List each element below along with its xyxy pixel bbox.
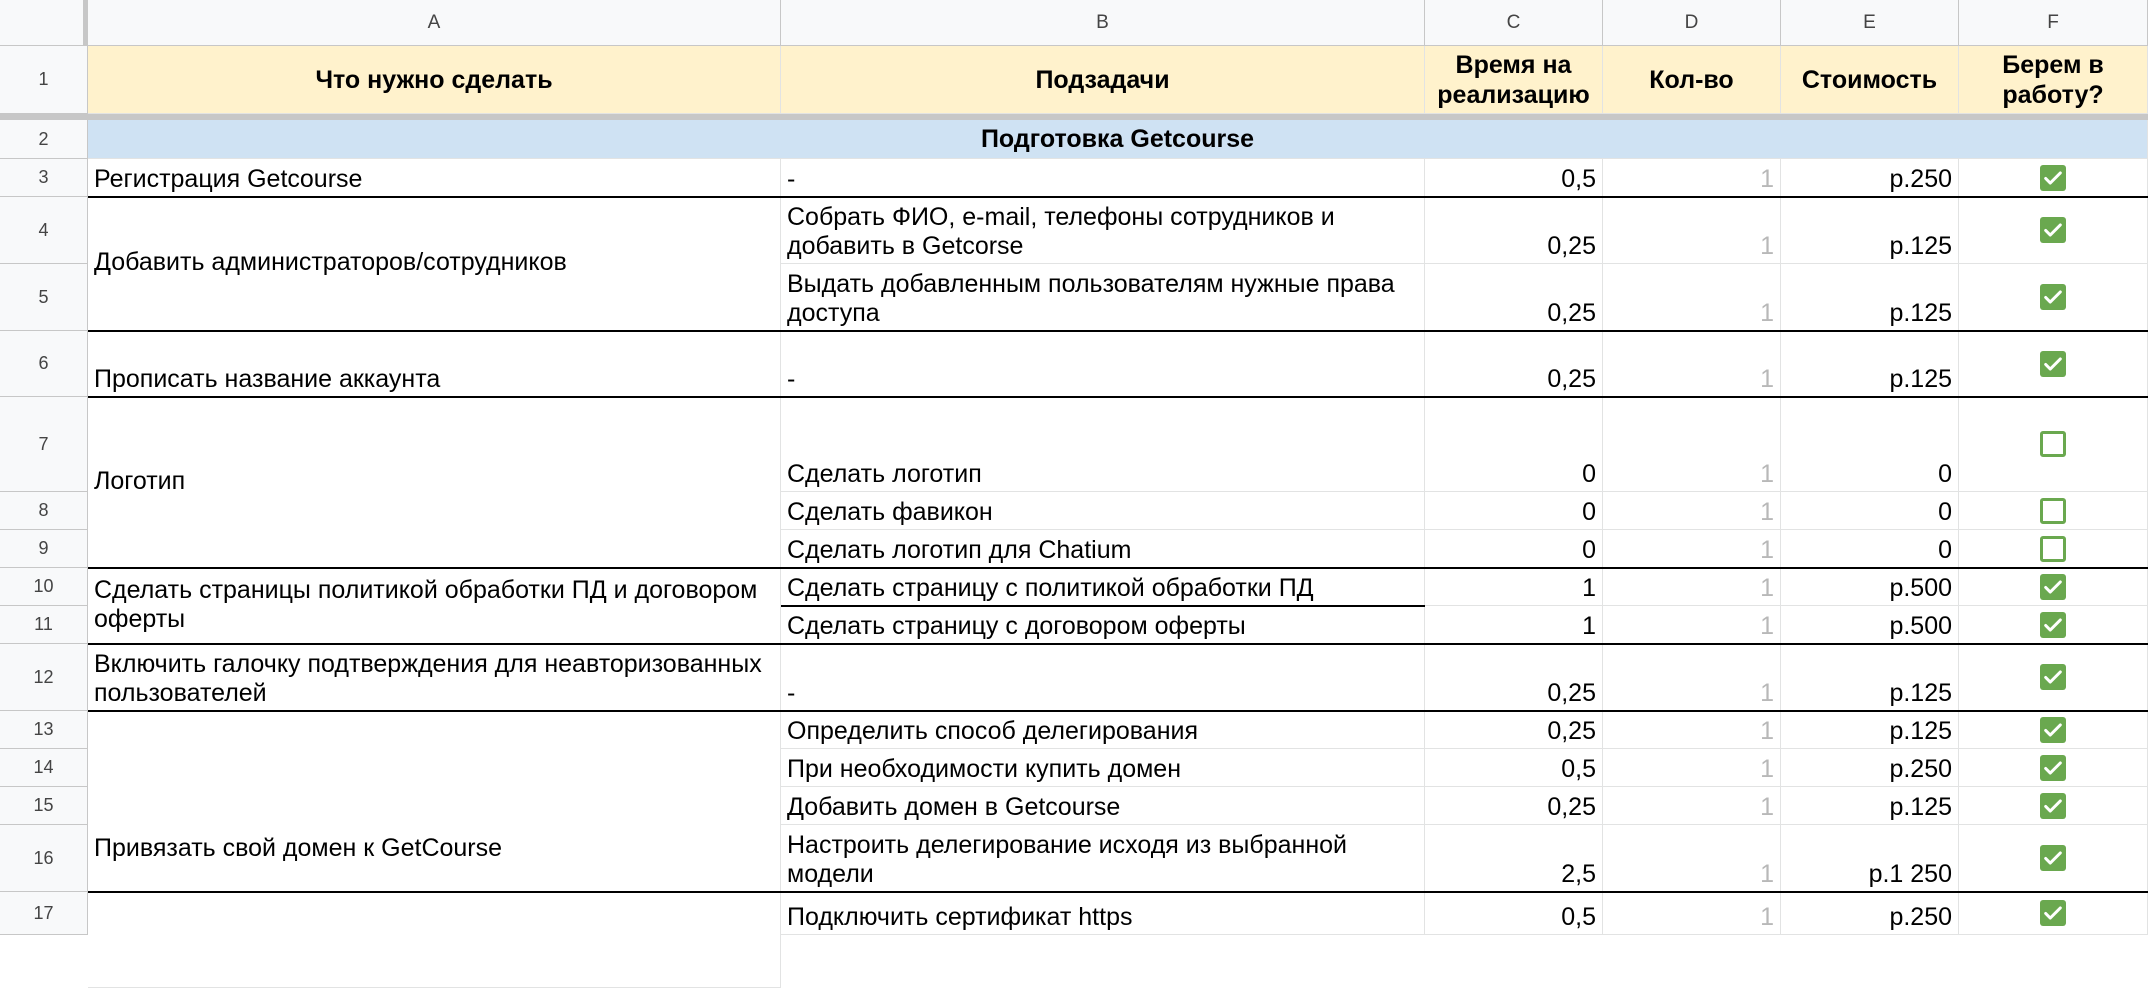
section-header[interactable] <box>88 120 2148 159</box>
time-value: 0,5 <box>1561 755 1596 783</box>
qty-value: 1 <box>1760 299 1774 327</box>
take-cell <box>1959 711 2148 749</box>
cost-value: р.250 <box>1889 165 1952 193</box>
subtask-cell[interactable] <box>781 749 1425 787</box>
row-header-label: 8 <box>38 500 49 520</box>
take-checkbox[interactable] <box>2040 165 2066 191</box>
cost-value: р.500 <box>1889 574 1952 602</box>
task-label: Сделать страницы политикой обработки ПД и договором оферты <box>94 575 758 633</box>
qty-value: 1 <box>1760 460 1774 488</box>
qty-cell[interactable] <box>1603 892 1781 935</box>
time-value: 1 <box>1582 612 1596 640</box>
header-take[interactable] <box>1959 46 2148 114</box>
subtask-label: - <box>787 679 796 707</box>
subtask-label: Собрать ФИО, e-mail, телефоны сотрудников и добавить в Getcorse <box>787 203 1335 260</box>
cost-cell[interactable] <box>1781 825 1959 892</box>
checkmark-icon <box>2042 286 2064 308</box>
group-border <box>88 567 2148 569</box>
take-checkbox[interactable] <box>2040 664 2066 690</box>
row-header-label: 5 <box>38 286 49 307</box>
take-checkbox[interactable] <box>2040 793 2066 819</box>
column-header-c[interactable] <box>1425 0 1603 46</box>
take-checkbox[interactable] <box>2040 717 2066 743</box>
header-subtasks[interactable] <box>781 46 1425 114</box>
task-label: Логотип <box>94 466 186 495</box>
column-header-label: A <box>427 12 441 33</box>
select-all-corner[interactable] <box>0 0 88 46</box>
row-header-label: 10 <box>33 576 54 596</box>
subtask-label: Выдать добавленным пользователям нужные права доступа <box>787 270 1395 327</box>
subtask-label: Добавить домен в Getcourse <box>787 793 1121 821</box>
row-header-6[interactable] <box>0 331 88 397</box>
checkmark-icon <box>2042 757 2064 779</box>
task-label: Привязать свой домен к GetCourse <box>94 833 503 862</box>
subtask-cell[interactable] <box>781 568 1425 606</box>
header-task[interactable] <box>88 46 781 114</box>
time-value: 0 <box>1582 536 1596 564</box>
time-value: 0 <box>1582 460 1596 488</box>
take-checkbox[interactable] <box>2040 755 2066 781</box>
subtask-label: - <box>787 365 796 393</box>
subtask-label: Сделать логотип <box>787 460 982 488</box>
qty-value: 1 <box>1760 860 1774 888</box>
qty-cell[interactable] <box>1603 787 1781 825</box>
time-value: 1 <box>1582 574 1596 602</box>
section-title: Подготовка Getcourse <box>980 124 1255 153</box>
column-header-b[interactable] <box>781 0 1425 46</box>
task-cell[interactable] <box>88 568 781 644</box>
qty-cell[interactable] <box>1603 825 1781 892</box>
subtask-cell[interactable] <box>781 825 1425 892</box>
task-cell[interactable] <box>88 159 781 197</box>
time-cell[interactable] <box>1425 530 1603 568</box>
task-cell[interactable] <box>88 644 781 711</box>
time-cell[interactable] <box>1425 711 1603 749</box>
row-header-label: 7 <box>38 433 49 454</box>
qty-cell[interactable] <box>1603 397 1781 492</box>
take-checkbox[interactable] <box>2040 351 2066 377</box>
qty-cell[interactable] <box>1603 749 1781 787</box>
checkmark-icon <box>2042 576 2064 598</box>
header-label: Стоимость <box>1801 65 1938 94</box>
row-header-10[interactable] <box>0 568 88 606</box>
subtask-label: Определить способ делегирования <box>787 717 1199 745</box>
cost-value: 0 <box>1938 498 1952 526</box>
task-label: Прописать название аккаунта <box>94 365 441 393</box>
take-cell <box>1959 644 2148 711</box>
cost-value: р.125 <box>1889 679 1952 707</box>
column-header-label: D <box>1684 12 1699 33</box>
time-value: 0,25 <box>1547 793 1596 821</box>
cost-cell[interactable] <box>1781 711 1959 749</box>
take-cell <box>1959 825 2148 892</box>
row-header-label: 9 <box>38 538 49 558</box>
qty-cell[interactable] <box>1603 159 1781 197</box>
time-cell[interactable] <box>1425 825 1603 892</box>
take-cell <box>1959 492 2148 530</box>
task-label: Добавить администраторов/сотрудников <box>94 248 567 276</box>
subtask-label: - <box>787 165 796 193</box>
cost-value: р.250 <box>1889 755 1952 783</box>
time-cell[interactable] <box>1425 159 1603 197</box>
column-header-d[interactable] <box>1603 0 1781 46</box>
row-header-13[interactable] <box>0 711 88 749</box>
time-value: 0,25 <box>1547 232 1596 260</box>
take-checkbox[interactable] <box>2040 845 2066 871</box>
row-header-label: 2 <box>38 128 49 149</box>
cost-cell[interactable] <box>1781 749 1959 787</box>
row-header-16[interactable] <box>0 825 88 892</box>
time-value: 0,5 <box>1561 903 1596 931</box>
cost-value: р.500 <box>1889 612 1952 640</box>
qty-value: 1 <box>1760 793 1774 821</box>
qty-cell[interactable] <box>1603 530 1781 568</box>
subtask-cell[interactable] <box>781 159 1425 197</box>
take-checkbox[interactable] <box>2040 217 2066 243</box>
checkmark-icon <box>2042 902 2064 924</box>
qty-value: 1 <box>1760 903 1774 931</box>
qty-value: 1 <box>1760 679 1774 707</box>
row-header-label: 15 <box>33 795 54 815</box>
qty-value: 1 <box>1760 755 1774 783</box>
take-cell <box>1959 530 2148 568</box>
cost-cell[interactable] <box>1781 606 1959 644</box>
cost-value: р.1 250 <box>1868 860 1952 888</box>
cost-cell[interactable] <box>1781 530 1959 568</box>
cost-cell[interactable] <box>1781 159 1959 197</box>
group-border <box>88 196 2148 198</box>
column-header-label: B <box>1096 12 1109 33</box>
task-cell[interactable] <box>88 197 781 331</box>
take-cell <box>1959 331 2148 397</box>
qty-value: 1 <box>1760 365 1774 393</box>
time-value: 0,25 <box>1547 679 1596 707</box>
subtask-cell[interactable] <box>781 892 1425 935</box>
qty-cell[interactable] <box>1603 197 1781 264</box>
take-cell <box>1959 197 2148 264</box>
row-header-label: 14 <box>33 757 54 777</box>
row-header-label: 4 <box>38 219 49 240</box>
qty-value: 1 <box>1760 498 1774 526</box>
checkmark-icon <box>2042 167 2064 189</box>
checkmark-icon <box>2042 353 2064 375</box>
subtask-cell[interactable] <box>781 606 1425 644</box>
checkmark-icon <box>2042 719 2064 741</box>
take-checkbox[interactable] <box>2040 498 2066 524</box>
cost-value: р.125 <box>1889 717 1952 745</box>
row-header-12[interactable] <box>0 644 88 711</box>
time-value: 0 <box>1582 498 1596 526</box>
subtask-label: Сделать страницу с договором оферты <box>787 612 1246 640</box>
cost-value: 0 <box>1938 460 1952 488</box>
cost-value: 0 <box>1938 536 1952 564</box>
row-header-14[interactable] <box>0 749 88 787</box>
qty-value: 1 <box>1760 717 1774 745</box>
take-cell <box>1959 568 2148 606</box>
qty-cell[interactable] <box>1603 492 1781 530</box>
subtask-label: Сделать логотип для Chatium <box>787 536 1132 564</box>
header-cost[interactable] <box>1781 46 1959 114</box>
time-cell[interactable] <box>1425 787 1603 825</box>
row-header-label: 16 <box>33 847 54 868</box>
time-value: 2,5 <box>1561 860 1596 888</box>
take-checkbox[interactable] <box>2040 536 2066 562</box>
checkmark-icon <box>2042 219 2064 241</box>
subtask-cell[interactable] <box>781 530 1425 568</box>
time-cell[interactable] <box>1425 397 1603 492</box>
time-cell[interactable] <box>1425 749 1603 787</box>
qty-cell[interactable] <box>1603 711 1781 749</box>
row-header-label: 17 <box>33 902 54 923</box>
subtask-cell[interactable] <box>781 197 1425 264</box>
cost-cell[interactable] <box>1781 264 1959 331</box>
task-cell[interactable] <box>88 331 781 397</box>
checkmark-icon <box>2042 666 2064 688</box>
cost-value: р.125 <box>1889 365 1952 393</box>
time-cell[interactable] <box>1425 264 1603 331</box>
header-label: Подзадачи <box>1035 65 1170 94</box>
row-header-11[interactable] <box>0 606 88 644</box>
time-value: 0,25 <box>1547 717 1596 745</box>
row-header-label: 13 <box>33 719 54 739</box>
task-cell[interactable] <box>88 711 781 988</box>
row-header-17[interactable] <box>0 892 88 935</box>
row-header-5[interactable] <box>0 264 88 331</box>
qty-value: 1 <box>1760 536 1774 564</box>
row-header-label: 1 <box>38 69 49 89</box>
cost-value: р.125 <box>1889 793 1952 821</box>
qty-cell[interactable] <box>1603 644 1781 711</box>
cost-cell[interactable] <box>1781 787 1959 825</box>
row-header-4[interactable] <box>0 197 88 264</box>
row-header-label: 6 <box>38 353 49 373</box>
take-cell <box>1959 892 2148 935</box>
qty-cell[interactable] <box>1603 331 1781 397</box>
column-header-label: F <box>2047 12 2059 33</box>
header-label: Время на реализацию <box>1437 50 1590 109</box>
take-checkbox[interactable] <box>2040 284 2066 310</box>
task-label: Регистрация Getcourse <box>94 165 363 193</box>
take-checkbox[interactable] <box>2040 574 2066 600</box>
qty-value: 1 <box>1760 232 1774 260</box>
subtask-cell[interactable] <box>781 787 1425 825</box>
subtask-cell[interactable] <box>781 711 1425 749</box>
column-header-label: C <box>1506 12 1521 33</box>
qty-cell[interactable] <box>1603 568 1781 606</box>
header-label: Берем в работу? <box>2002 50 2104 109</box>
qty-value: 1 <box>1760 165 1774 193</box>
cost-value: р.125 <box>1889 232 1952 260</box>
take-cell <box>1959 606 2148 644</box>
time-cell[interactable] <box>1425 644 1603 711</box>
row-header-3[interactable] <box>0 159 88 197</box>
header-label: Что нужно сделать <box>315 65 553 94</box>
time-cell[interactable] <box>1425 568 1603 606</box>
take-cell <box>1959 787 2148 825</box>
time-value: 0,25 <box>1547 299 1596 327</box>
time-cell[interactable] <box>1425 197 1603 264</box>
take-cell <box>1959 749 2148 787</box>
row-header-2[interactable] <box>0 120 88 159</box>
row-header-9[interactable] <box>0 530 88 568</box>
time-value: 0,5 <box>1561 165 1596 193</box>
take-checkbox[interactable] <box>2040 900 2066 926</box>
subtask-label: При необходимости купить домен <box>787 755 1181 783</box>
checkmark-icon <box>2042 795 2064 817</box>
checkmark-icon <box>2042 847 2064 869</box>
cost-cell[interactable] <box>1781 492 1959 530</box>
column-header-e[interactable] <box>1781 0 1959 46</box>
checkmark-icon <box>2042 614 2064 636</box>
time-value: 0,25 <box>1547 365 1596 393</box>
row-header-label: 3 <box>38 167 49 187</box>
task-label: Включить галочку подтверждения для неавторизованных пользователей <box>94 650 762 707</box>
group-border <box>781 605 1425 607</box>
cost-cell[interactable] <box>1781 644 1959 711</box>
subtask-cell[interactable] <box>781 331 1425 397</box>
take-checkbox[interactable] <box>2040 612 2066 638</box>
header-label: Кол-во <box>1649 65 1734 94</box>
take-cell <box>1959 397 2148 492</box>
group-border <box>88 330 2148 332</box>
row-header-label: 11 <box>34 614 53 634</box>
cost-cell[interactable] <box>1781 568 1959 606</box>
subtask-cell[interactable] <box>781 397 1425 492</box>
row-header-15[interactable] <box>0 787 88 825</box>
row-header-1[interactable] <box>0 46 88 114</box>
group-border <box>88 396 2148 398</box>
subtask-cell[interactable] <box>781 644 1425 711</box>
time-cell[interactable] <box>1425 492 1603 530</box>
qty-cell[interactable] <box>1603 264 1781 331</box>
qty-cell[interactable] <box>1603 606 1781 644</box>
subtask-label: Подключить сертификат https <box>787 903 1133 931</box>
time-cell[interactable] <box>1425 331 1603 397</box>
column-header-f[interactable] <box>1959 0 2148 46</box>
time-cell[interactable] <box>1425 606 1603 644</box>
column-header-label: E <box>1863 12 1876 33</box>
column-header-a[interactable] <box>88 0 781 46</box>
group-border <box>88 891 2148 893</box>
cost-cell[interactable] <box>1781 197 1959 264</box>
header-time[interactable] <box>1425 46 1603 114</box>
subtask-cell[interactable] <box>781 264 1425 331</box>
take-cell <box>1959 159 2148 197</box>
group-border <box>88 643 2148 645</box>
row-header-7[interactable] <box>0 397 88 492</box>
subtask-label: Настроить делегирование исходя из выбранной модели <box>787 831 1348 888</box>
task-cell[interactable] <box>88 397 781 568</box>
cost-cell[interactable] <box>1781 892 1959 935</box>
row-header-8[interactable] <box>0 492 88 530</box>
header-qty[interactable] <box>1603 46 1781 114</box>
time-cell[interactable] <box>1425 892 1603 935</box>
qty-value: 1 <box>1760 612 1774 640</box>
subtask-label: Сделать фавикон <box>787 498 993 526</box>
qty-value: 1 <box>1760 574 1774 602</box>
take-checkbox[interactable] <box>2040 431 2066 457</box>
subtask-cell[interactable] <box>781 492 1425 530</box>
cost-value: р.125 <box>1889 299 1952 327</box>
row-header-label: 12 <box>33 666 54 687</box>
take-cell <box>1959 264 2148 331</box>
subtask-label: Сделать страницу с политикой обработки ПД <box>787 574 1314 602</box>
cost-value: р.250 <box>1889 903 1952 931</box>
cost-cell[interactable] <box>1781 397 1959 492</box>
cost-cell[interactable] <box>1781 331 1959 397</box>
group-border <box>88 710 2148 712</box>
